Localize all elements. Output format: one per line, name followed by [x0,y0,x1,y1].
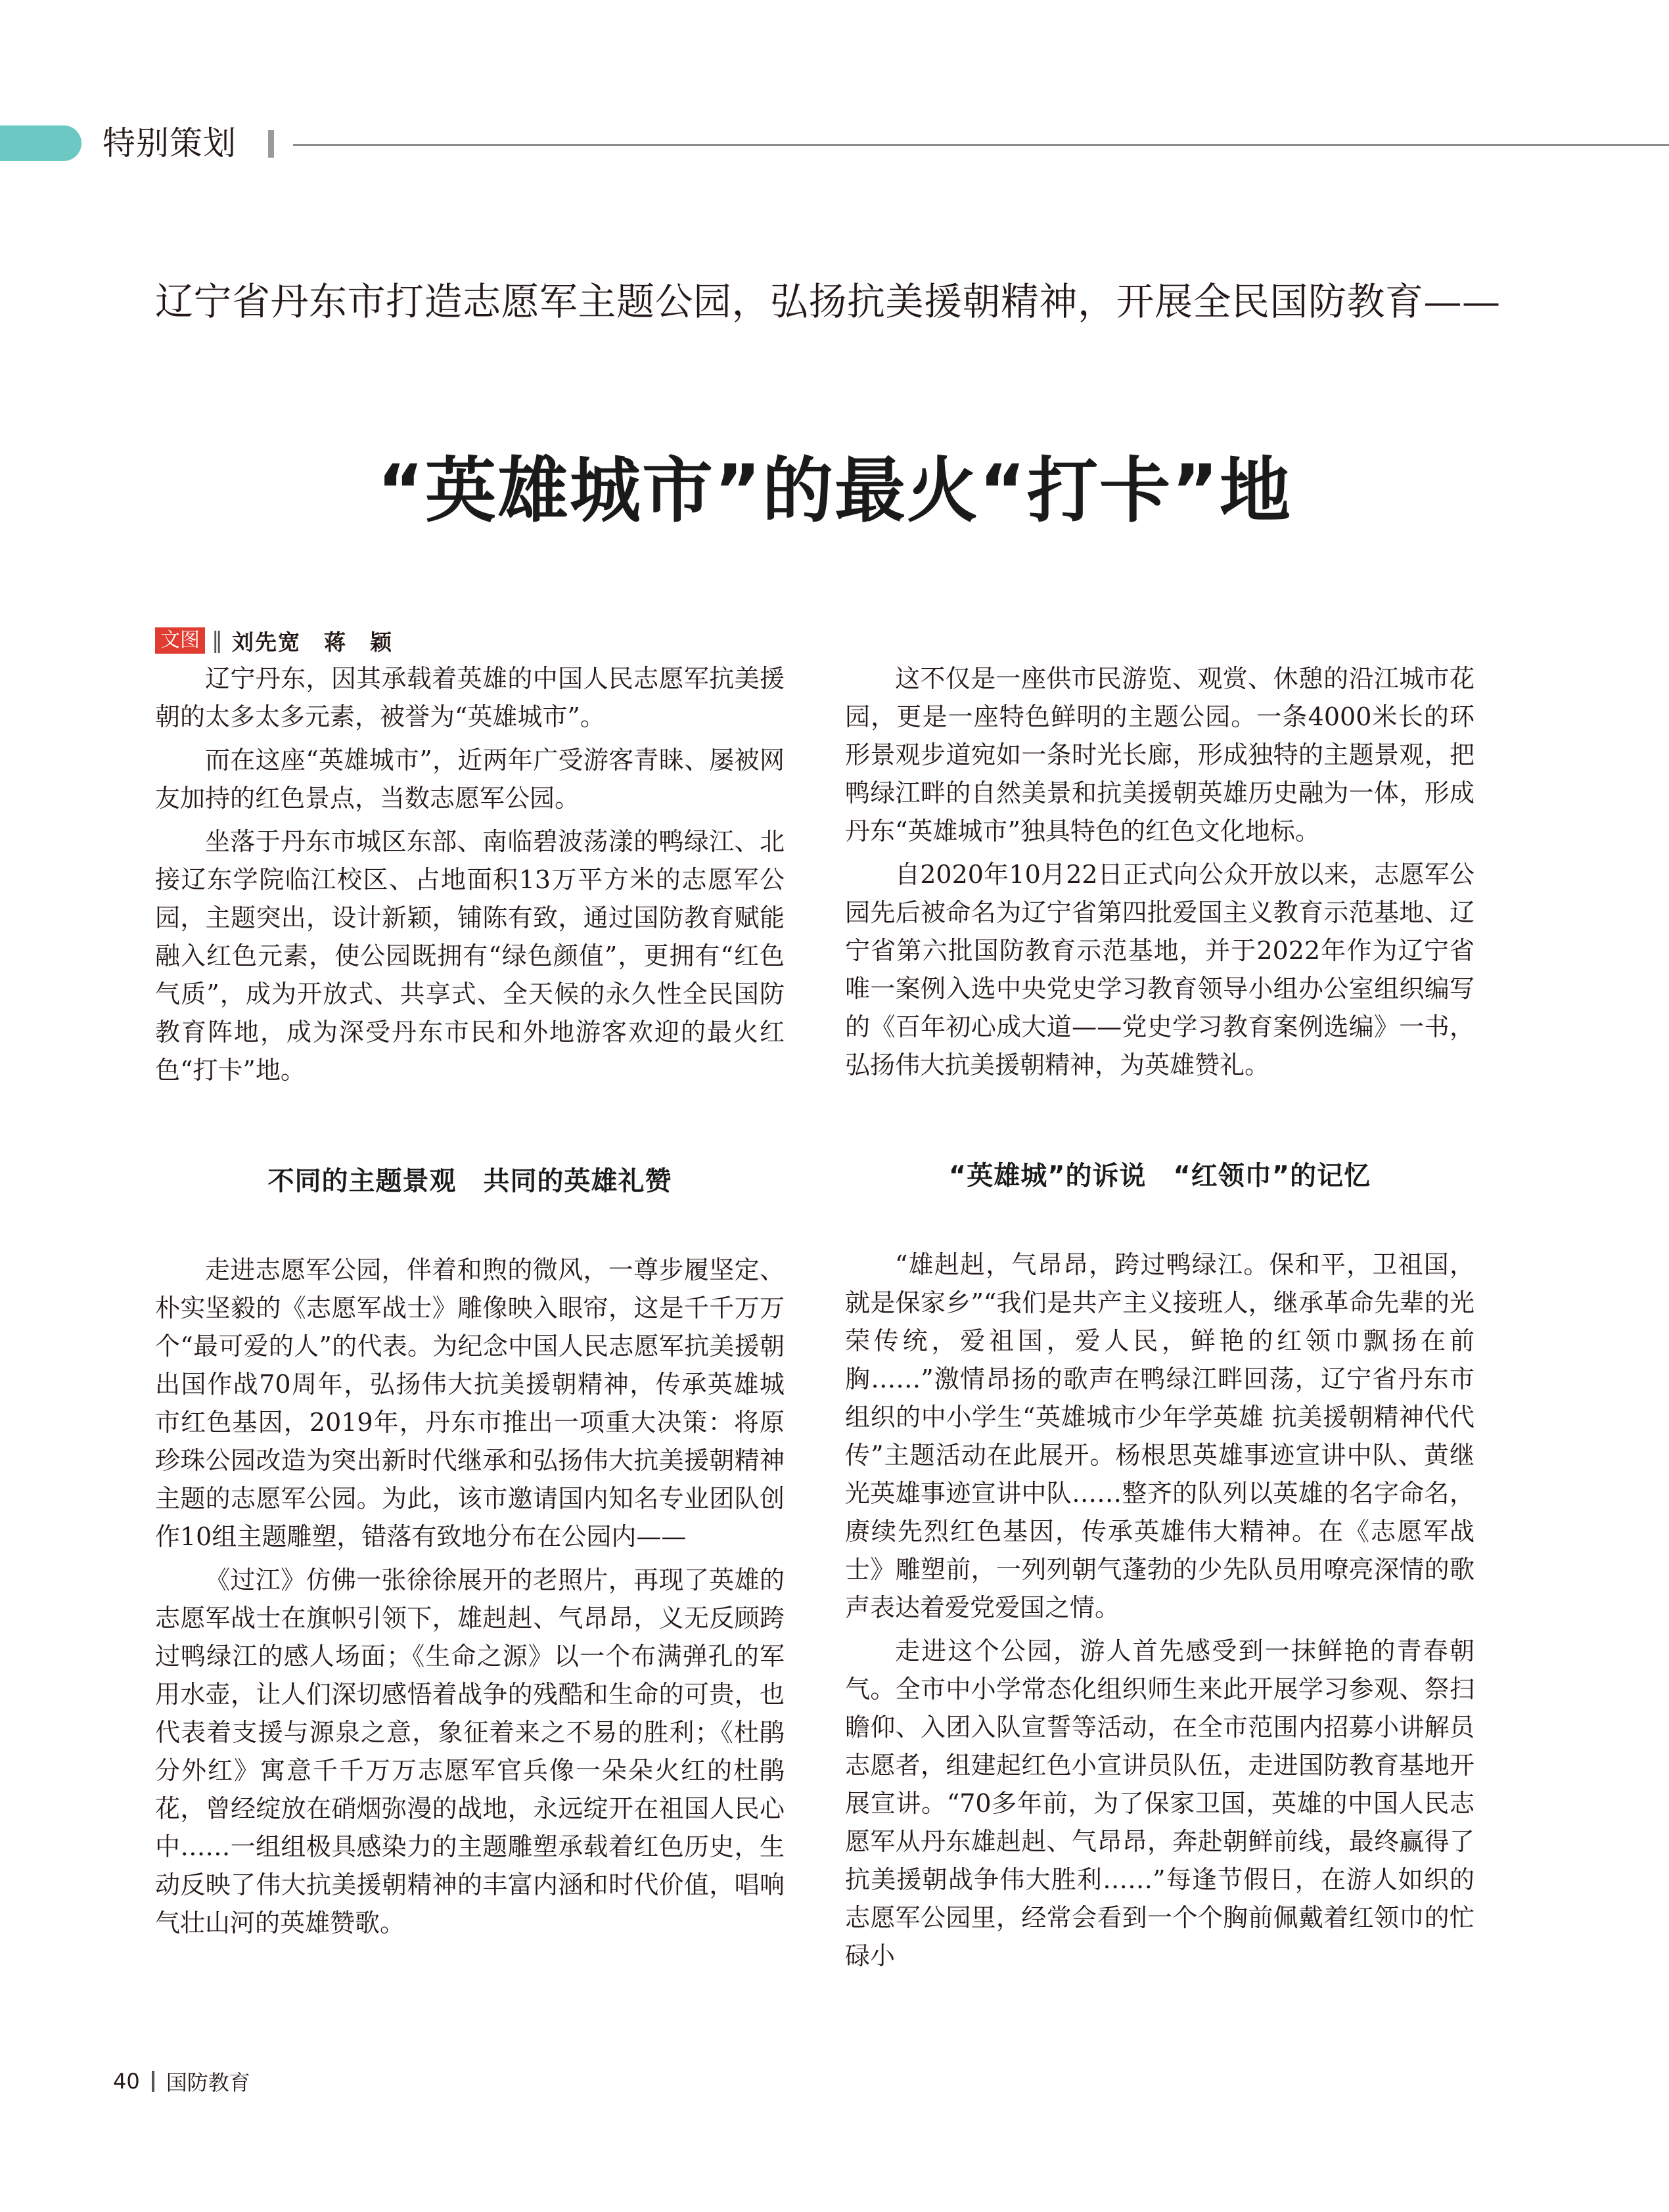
byline-separator: ‖ [212,627,223,654]
byline-tag: 文图 [155,627,205,654]
paragraph: 《过江》仿佛一张徐徐展开的老照片，再现了英雄的志愿军战士在旗帜引领下，雄赳赳、气昂昂，义无反顾跨过鸭绿江的感人场面；《生命之源》以一个布满弹孔的军用水壶，让人们深切感悟着战争的残酷和生命的可贵，也代表着支援与源泉之意，象征着来之不易的胜利；《杜鹃分外红》寓意千千万万志愿军官兵像一朵朵火红的杜鹃花，曾经绽放在硝烟弥漫的战地，永远绽开在祖国人民心中……一组组极具感染力的主题雕塑承载着红色历史，生动反映了伟大抗美援朝精神的丰富内涵和时代价值，唱响气壮山河的英雄赞歌。 [155,1566,785,1937]
section-tab-marker [0,125,81,161]
paragraph: 走进志愿军公园，伴着和煦的微风，一尊步履坚定、朴实坚毅的《志愿军战士》雕像映入眼帘，这是千千万万个“最可爱的人”的代表。为纪念中国人民志愿军抗美援朝出国作战70周年，弘扬伟大抗美援朝精神，传承英雄城市红色基因，2019年，丹东市推出一项重大决策：将原珍珠公园改造为突出新时代继承和弘扬伟大抗美援朝精神主题的志愿军公园。为此，该市邀请国内知名专业团队创作10组主题雕塑，错落有致地分布在公园内—— [155,1255,785,1551]
article-subtitle: 辽宁省丹东市打造志愿军主题公园，弘扬抗美援朝精神，开展全民国防教育—— [155,279,1501,324]
publication-name: 国防教育 [166,2070,250,2095]
page-number: 40 [113,2069,140,2094]
byline [155,625,393,656]
footer-divider [152,2071,154,2092]
article-title: “英雄城市”的最火“打卡”地 [377,450,1292,532]
paragraph: 这不仅是一座供市民游览、观赏、休憩的沿江城市花园，更是一座特色鲜明的主题公园。一条4000米长的环形景观步道宛如一条时光长廊，形成独特的主题景观，把鸭绿江畔的自然美景和抗美援朝英雄历史融为一体，形成丹东“英雄城市”独具特色的红色文化地标。 [845,664,1475,846]
subheading-block [845,1101,1475,1246]
paragraph: 坐落于丹东市城区东部、南临碧波荡漾的鸭绿江、北接辽东学院临江校区、占地面积13万平方米的志愿军公园，主题突出，设计新颖，铺陈有致，通过国防教育赋能融入红色元素，使公园既拥有“绿色颜值”，更拥有“红色气质”，成为开放式、共享式、全天候的永久性全民国防教育阵地，成为深受丹东市民和外地游客欢迎的最火红色“打卡”地。 [155,827,785,1085]
paragraph: 而在这座“英雄城市”，近两年广受游客青睐、屡被网友加持的红色景点，当数志愿军公园。 [155,746,785,813]
section-divider [268,130,274,158]
section-subheading: “英雄城”的诉说 “红领巾”的记忆 [948,1160,1371,1191]
paragraph: 自2020年10月22日正式向公众开放以来，志愿军公园先后被命名为辽宁省第四批爱国主义教育示范基地、辽宁省第六批国防教育示范基地，并于2022年作为辽宁省唯一案例入选中央党史学习教育领导小组办公室组织编写的《百年初心成大道——党史学习教育案例选编》一书，弘扬伟大抗美援朝精神，为英雄赞礼。 [845,860,1475,1079]
paragraph: 辽宁丹东，因其承载着英雄的中国人民志愿军抗美援朝的太多太多元素，被誉为“英雄城市”。 [155,664,785,731]
subheading-block [155,1106,785,1251]
section-label: 特别策划 [103,124,237,162]
byline-authors: 刘先宽 蒋 颖 [232,629,393,655]
paragraph: “雄赳赳，气昂昂，跨过鸭绿江。保和平，卫祖国，就是保家乡”“我们是共产主义接班人，继承革命先辈的光荣传统，爱祖国，爱人民，鲜艳的红领巾飘扬在前胸……”激情昂扬的歌声在鸭绿江畔回荡，辽宁省丹东市组织的中小学生“英雄城市少年学英雄 抗美援朝精神代代传”主题活动在此展开。杨根思英雄事迹宣讲中队、黄继光英雄事迹宣讲中队……整齐的队列以英雄的名字命名，赓续先烈红色基因，传承英雄伟大精神。在《志愿军战士》雕塑前，一列列朝气蓬勃的少先队员用嘹亮深情的歌声表达着爱党爱国之情。 [845,1250,1475,1622]
right-column [845,660,1475,1975]
page-footer [113,2068,250,2094]
left-column [155,660,785,1942]
paragraph: 走进这个公园，游人首先感受到一抹鲜艳的青春朝气。全市中小学常态化组织师生来此开展学习参观、祭扫瞻仰、入团入队宣誓等活动，在全市范围内招募小讲解员志愿者，组建起红色小宣讲员队伍，走进国防教育基地开展宣讲。“70多年前，为了保家卫国，英雄的中国人民志愿军从丹东雄赳赳、气昂昂，奔赴朝鲜前线，最终赢得了抗美援朝战争伟大胜利……”每逢节假日，在游人如织的志愿军公园里，经常会看到一个个胸前佩戴着红领巾的忙碌小 [845,1636,1475,1970]
header-rule [293,144,1669,146]
section-subheading: 不同的主题景观 共同的英雄礼赞 [267,1165,672,1196]
